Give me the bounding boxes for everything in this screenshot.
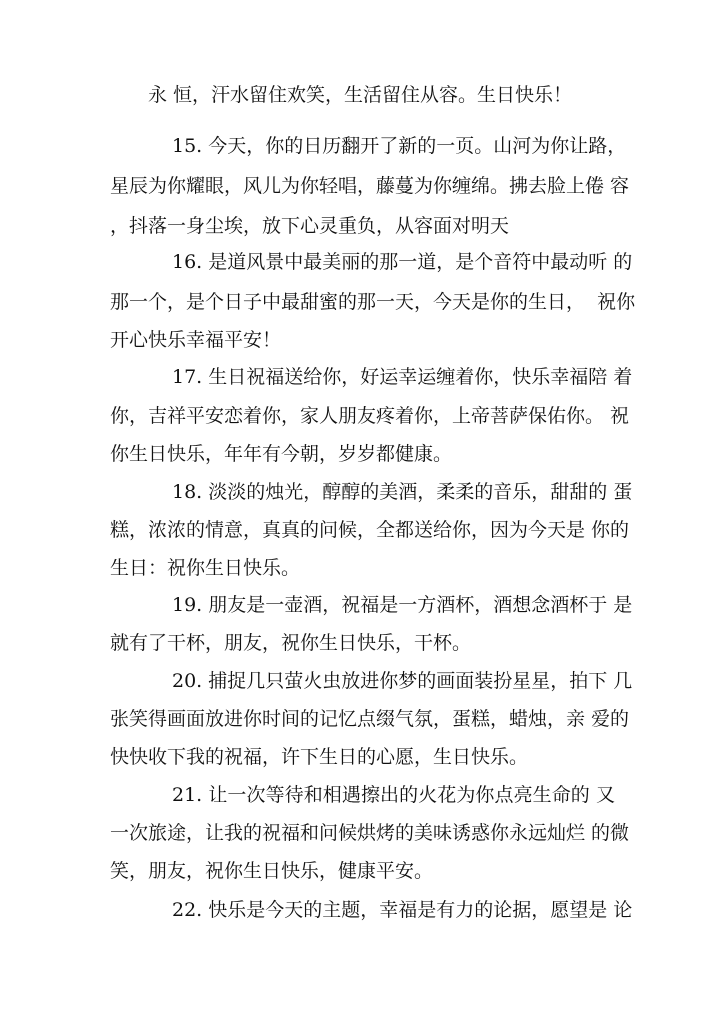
paragraph-20-line-3: 快快收下我的祝福，许下生日的心愿，生日快乐。 bbox=[110, 746, 529, 768]
paragraph-17-line-3: 你生日快乐，年年有今朝，岁岁都健康。 bbox=[110, 443, 453, 465]
paragraph-15-line-2: 星辰为你耀眼，风儿为你轻唱，藤蔓为你缠绵。拂去脸上倦 容 bbox=[110, 175, 630, 197]
paragraph-17-line-2: 你，吉祥平安恋着你，家人朋友疼着你，上帝菩萨保佑你。 祝 bbox=[110, 405, 630, 427]
paragraph-22-line-1: 22. 快乐是今天的主题，幸福是有力的论据，愿望是 论 bbox=[172, 899, 633, 921]
paragraph-20-line-2: 张笑得画面放进你时间的记忆点缀气氛，蛋糕，蜡烛，亲 爱的 bbox=[110, 708, 630, 730]
paragraph-18-line-1: 18. 淡淡的烛光，醇醇的美酒，柔柔的音乐，甜甜的 蛋 bbox=[172, 481, 633, 503]
paragraph-15-line-3: ，抖落一身尘埃，放下心灵重负，从容面对明天 bbox=[110, 215, 510, 237]
paragraph-15-line-1: 15. 今天，你的日历翻开了新的一页。山河为你让路， bbox=[172, 135, 627, 157]
paragraph-16-line-1: 16. 是道风景中最美丽的那一道，是个音符中最动听 的 bbox=[172, 251, 633, 273]
paragraph-19-line-2: 就有了干杯，朋友，祝你生日快乐，干杯。 bbox=[110, 632, 472, 654]
paragraph-19-line-1: 19. 朋友是一壶酒，祝福是一方酒杯，酒想念酒杯于 是 bbox=[172, 594, 633, 616]
paragraph-17-line-1: 17. 生日祝福送给你，好运幸运缠着你，快乐幸福陪 着 bbox=[172, 366, 633, 388]
paragraph-21-line-3: 笑，朋友，祝你生日快乐，健康平安。 bbox=[110, 860, 434, 882]
paragraph-18-line-2: 糕，浓浓的情意，真真的问候，全都送给你，因为今天是 你的 bbox=[110, 519, 630, 541]
paragraph-21-line-2: 一次旅途，让我的祝福和问候烘烤的美味诱惑你永远灿烂 的微 bbox=[110, 822, 630, 844]
paragraph-20-line-1: 20. 捕捉几只萤火虫放进你梦的画面装扮星星，拍下 几 bbox=[172, 670, 633, 692]
paragraph-16-line-3: 开心快乐幸福平安！ bbox=[110, 329, 282, 351]
paragraph-21-line-1: 21. 让一次等待和相遇擦出的火花为你点亮生命的 又 bbox=[172, 784, 615, 806]
paragraph-18-line-3: 生日：祝你生日快乐。 bbox=[110, 557, 301, 579]
paragraph-14-line-3: 永 恒，汗水留住欢笑，生活留住从容。生日快乐！ bbox=[147, 84, 573, 106]
paragraph-16-line-2: 那一个，是个日子中最甜蜜的那一天，今天是你的生日， 祝你 bbox=[110, 291, 636, 313]
